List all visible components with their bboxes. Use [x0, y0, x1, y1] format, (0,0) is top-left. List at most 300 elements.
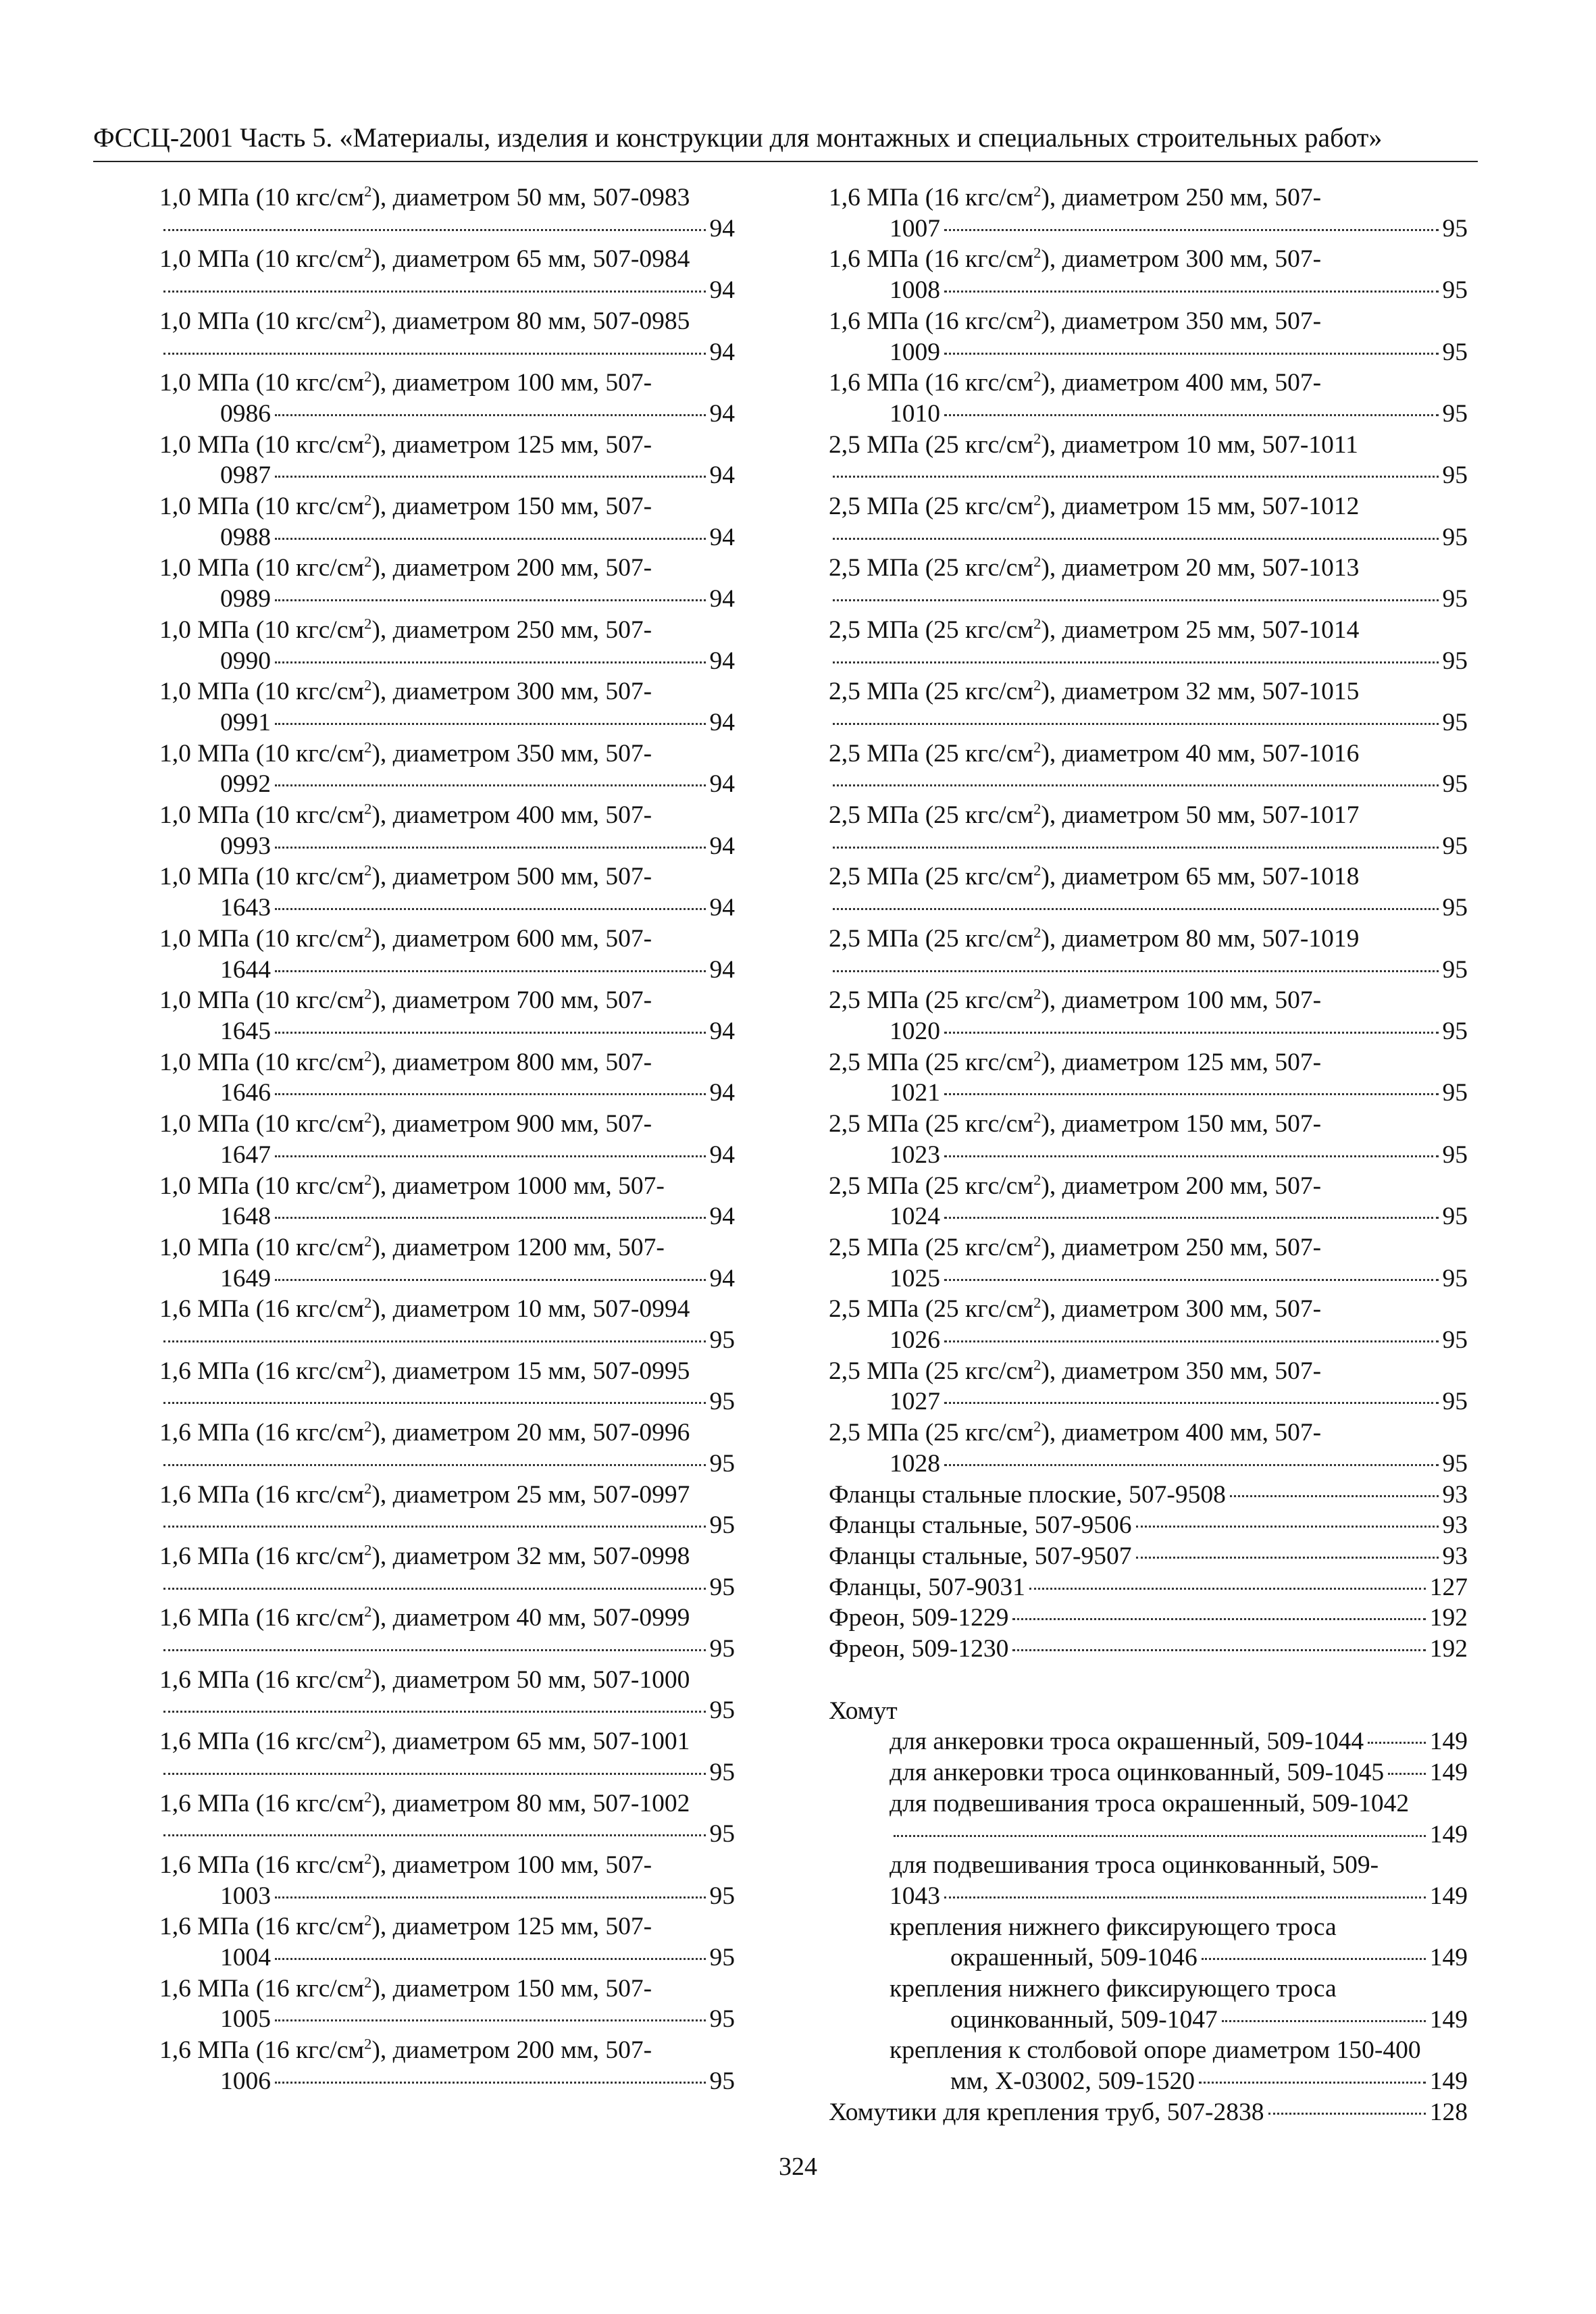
entry-text-post: ), диаметром 1200 мм, 507-	[371, 1233, 665, 1261]
entry-first-line	[159, 430, 735, 461]
entry-text: 1648	[220, 1203, 271, 1231]
superscript: 2	[364, 368, 372, 385]
entry-page: 93	[1442, 1542, 1468, 1570]
index-entry	[829, 306, 1468, 368]
entry-first-line	[159, 1541, 735, 1572]
entry-page: 95	[1442, 1140, 1468, 1169]
leader-dots	[1268, 2113, 1426, 2115]
entry-text-pre: 2,5 МПа (25 кгс/см	[829, 1048, 1034, 1076]
entry-text-post: ), диаметром 65 мм, 507-0984	[371, 245, 690, 274]
entry-text-post: ), диаметром 400 мм, 507-	[1041, 369, 1322, 397]
entry-first-line	[159, 1294, 735, 1325]
entry-page: 94	[709, 276, 735, 305]
entry-text-pre: 1,6 МПа (16 кгс/см	[159, 2036, 365, 2065]
entry-first-line	[159, 985, 735, 1016]
entry-page: 95	[1442, 1326, 1468, 1355]
leader-dots	[275, 847, 706, 849]
entry-first-line	[159, 182, 735, 213]
superscript: 2	[1033, 615, 1041, 632]
entry-line	[159, 1140, 735, 1171]
entry-page: 94	[709, 523, 735, 551]
entry-text-pre: 1,6 МПа (16 кгс/см	[159, 1480, 365, 1509]
leader-dots	[1012, 1649, 1425, 1651]
entry-text-post: ), диаметром 125 мм, 507-	[1041, 1048, 1322, 1076]
entry-text-post: ), диаметром 700 мм, 507-	[371, 986, 652, 1015]
superscript: 2	[364, 1232, 372, 1250]
entry-line	[890, 2005, 1468, 2036]
entry-line	[829, 1325, 1468, 1356]
leader-dots	[163, 1711, 706, 1713]
leader-dots	[833, 908, 1439, 910]
index-entry	[829, 1171, 1468, 1232]
entry-text-pre: 1,0 МПа (10 кгс/см	[159, 615, 365, 644]
entry-first-line: для подвешивания троса окрашенный, 509-1042	[890, 1789, 1410, 1817]
entry-text-post: ), диаметром 25 мм, 507-1014	[1041, 615, 1360, 644]
entry-text-post: ), диаметром 15 мм, 507-0995	[371, 1357, 690, 1385]
index-entry	[159, 1850, 735, 1911]
entry-text-post: ), диаметром 100 мм, 507-	[371, 369, 652, 397]
entry-text: Фреон, 509-1229	[829, 1604, 1009, 1632]
index-entry	[159, 1232, 735, 1294]
entry-page: 94	[709, 585, 735, 613]
superscript: 2	[1033, 1047, 1041, 1065]
entry-text-pre: 1,0 МПа (10 кгс/см	[159, 554, 365, 582]
entry-text-post: ), диаметром 32 мм, 507-0998	[371, 1542, 690, 1570]
entry-first-line	[159, 615, 735, 646]
entry-line	[829, 1263, 1468, 1294]
index-entry	[159, 1480, 735, 1541]
leader-dots	[1202, 1958, 1426, 1960]
entry-page: 149	[1429, 1944, 1468, 1972]
right-pressure-entries	[829, 182, 1468, 1480]
leader-dots	[944, 1402, 1439, 1404]
entry-text: 1645	[220, 1017, 271, 1045]
entry-text-pre: 2,5 МПа (25 кгс/см	[829, 1357, 1034, 1385]
entry-page: 94	[709, 832, 735, 860]
entry-text-pre: 1,0 МПа (10 кгс/см	[159, 184, 365, 211]
entry-first-line	[829, 615, 1468, 646]
entry-line	[159, 1016, 735, 1047]
superscript: 2	[1033, 1171, 1041, 1188]
index-entry	[159, 1788, 735, 1850]
entry-text-post: ), диаметром 80 мм, 507-1002	[371, 1789, 690, 1817]
entry-page: 94	[709, 399, 735, 428]
leader-dots	[833, 784, 1439, 786]
khomut-item	[829, 1973, 1468, 2035]
index-entry	[159, 1665, 735, 1726]
entry-text: 1003	[220, 1882, 271, 1910]
leader-dots	[1222, 2020, 1426, 2022]
entry-text-pre: 1,0 МПа (10 кгс/см	[159, 369, 365, 397]
leader-dots	[944, 1464, 1439, 1466]
leader-dots	[275, 1217, 706, 1219]
entry-line	[890, 1819, 1468, 1851]
entry-line	[159, 584, 735, 615]
entry-text-pre: 1,0 МПа (10 кгс/см	[159, 801, 365, 830]
index-entry	[829, 182, 1468, 244]
superscript: 2	[364, 1726, 372, 1744]
index-entry	[159, 1047, 735, 1109]
entry-text-pre: 1,6 МПа (16 кгс/см	[829, 245, 1034, 274]
superscript: 2	[364, 985, 372, 1003]
entry-first-line	[159, 553, 735, 584]
entry-line	[829, 646, 1468, 677]
flange-entries	[829, 1480, 1468, 1665]
entry-first-line	[829, 738, 1468, 770]
superscript: 2	[364, 1911, 372, 1929]
entry-line	[829, 1016, 1468, 1047]
entry-page: 95	[709, 1388, 735, 1416]
entry-text-pre: 2,5 МПа (25 кгс/см	[829, 924, 1034, 953]
superscript: 2	[1033, 491, 1041, 509]
entry-page: 94	[709, 955, 735, 984]
entry-line	[829, 1449, 1468, 1480]
leader-dots	[944, 1217, 1439, 1219]
entry-text-pre: 2,5 МПа (25 кгс/см	[829, 678, 1034, 706]
index-entry	[159, 1171, 735, 1232]
entry-line	[829, 1603, 1468, 1634]
entry-line	[829, 955, 1468, 986]
entry-line	[159, 213, 735, 245]
entry-line	[159, 1386, 735, 1417]
entry-page: 95	[1442, 523, 1468, 551]
entry-page: 95	[1442, 647, 1468, 675]
entry-text: 0988	[220, 523, 271, 551]
entry-text: Хомутики для крепления труб, 507-2838	[829, 2098, 1264, 2126]
entry-text-pre: 1,0 МПа (10 кгс/см	[159, 1110, 365, 1138]
khomut-heading: Хомут	[829, 1696, 898, 1725]
leader-dots	[1012, 1618, 1425, 1620]
leader-dots	[1388, 1773, 1426, 1775]
entry-page: 95	[1442, 1264, 1468, 1292]
entry-page: 94	[709, 214, 735, 243]
page-number: 324	[779, 2153, 817, 2181]
entry-line	[159, 275, 735, 306]
entry-text-post: ), диаметром 40 мм, 507-1016	[1041, 739, 1360, 768]
entry-first-line	[159, 368, 735, 399]
entry-text-pre: 2,5 МПа (25 кгс/см	[829, 1110, 1034, 1138]
entry-text: 1005	[220, 2005, 271, 2034]
entry-page: 95	[1442, 832, 1468, 860]
entry-line	[829, 1201, 1468, 1232]
entry-text: Фланцы, 507-9031	[829, 1573, 1025, 1601]
entry-text: 0989	[220, 585, 271, 613]
index-entry	[159, 553, 735, 614]
index-entry	[159, 182, 735, 244]
entry-page: 95	[1442, 585, 1468, 613]
entry-text-pre: 1,6 МПа (16 кгс/см	[829, 369, 1034, 397]
entry-line	[159, 1757, 735, 1788]
entry-text-post: ), диаметром 65 мм, 507-1001	[371, 1728, 690, 1756]
superscript: 2	[364, 1665, 372, 1682]
entry-text-pre: 1,6 МПа (16 кгс/см	[159, 1665, 365, 1694]
entry-text-post: ), диаметром 150 мм, 507-	[371, 1974, 652, 2003]
entry-text-post: ), диаметром 500 мм, 507-	[371, 863, 652, 891]
index-entry	[159, 1726, 735, 1788]
index-entry	[829, 553, 1468, 614]
entry-text: 1027	[890, 1388, 940, 1416]
index-entry	[829, 924, 1468, 985]
entry-page: 95	[709, 1449, 735, 1478]
entry-first-line	[159, 306, 735, 337]
entry-text-pre: 2,5 МПа (25 кгс/см	[829, 493, 1034, 521]
leader-dots	[944, 1279, 1439, 1281]
superscript: 2	[364, 861, 372, 879]
superscript: 2	[1033, 553, 1041, 570]
entry-page: 94	[709, 1264, 735, 1292]
entry-text-post: ), диаметром 40 мм, 507-0999	[371, 1604, 690, 1632]
leader-dots	[163, 1649, 706, 1651]
entry-page: 95	[709, 1944, 735, 1972]
entry-page: 95	[1442, 955, 1468, 984]
leader-dots	[275, 661, 706, 663]
entry-text-post: ), диаметром 32 мм, 507-1015	[1041, 678, 1360, 706]
entry-line	[829, 1480, 1468, 1511]
entry-text-pre: 1,6 МПа (16 кгс/см	[159, 1913, 365, 1941]
leader-dots	[163, 229, 706, 231]
index-column-left	[159, 182, 735, 2097]
khomut-item	[829, 2035, 1468, 2096]
leader-dots	[163, 1526, 706, 1528]
entry-line	[829, 399, 1468, 430]
entry-text: 1007	[890, 214, 940, 243]
leader-dots	[275, 538, 706, 540]
leader-dots	[275, 599, 706, 601]
entry-page: 95	[709, 1326, 735, 1355]
entry-line	[829, 831, 1468, 862]
superscript: 2	[364, 1171, 372, 1188]
entry-line	[890, 1942, 1468, 1973]
khomutiki-entry	[829, 2097, 1468, 2128]
entry-text-post: ), диаметром 900 мм, 507-	[371, 1110, 652, 1138]
entry-text-pre: 2,5 МПа (25 кгс/см	[829, 801, 1034, 830]
entry-text-pre: 2,5 МПа (25 кгс/см	[829, 863, 1034, 891]
index-entry	[829, 1109, 1468, 1170]
entry-page: 93	[1442, 1511, 1468, 1540]
entry-page: 149	[1429, 2067, 1468, 2096]
entry-page: 149	[1429, 1882, 1468, 1910]
entry-text: 1644	[220, 955, 271, 984]
entry-text: 1646	[220, 1079, 271, 1107]
leader-dots	[275, 1032, 706, 1034]
entry-text: Фланцы стальные, 507-9506	[829, 1511, 1132, 1540]
leader-dots	[275, 414, 706, 416]
superscript: 2	[1033, 1232, 1041, 1250]
index-entry	[829, 1417, 1468, 1479]
entry-text: для анкеровки троса окрашенный, 509-1044	[890, 1728, 1364, 1756]
entry-text-post: ), диаметром 300 мм, 507-	[1041, 245, 1322, 274]
entry-text: 0990	[220, 647, 271, 675]
leader-dots	[275, 908, 706, 910]
entry-text-post: ), диаметром 125 мм, 507-	[371, 430, 652, 459]
index-entry	[829, 368, 1468, 429]
entry-first-line	[159, 1047, 735, 1078]
index-entry	[829, 1294, 1468, 1355]
entry-first-line	[159, 1973, 735, 2005]
index-entry	[829, 1232, 1468, 1294]
entry-page: 93	[1442, 1480, 1468, 1509]
entry-first-line	[159, 1171, 735, 1202]
entry-text: 1010	[890, 399, 940, 428]
entry-text-post: ), диаметром 200 мм, 507-	[371, 554, 652, 582]
entry-first-line	[159, 491, 735, 522]
entry-line	[159, 1695, 735, 1726]
entry-text-pre: 2,5 МПа (25 кгс/см	[829, 739, 1034, 768]
entry-first-line: крепления нижнего фиксирующего троса	[890, 1913, 1337, 1941]
index-entry	[159, 924, 735, 985]
entry-text-post: ), диаметром 100 мм, 507-	[371, 1851, 652, 1879]
superscript: 2	[1033, 244, 1041, 261]
entry-page: 94	[709, 461, 735, 490]
index-entry	[159, 800, 735, 861]
entry-text-pre: 2,5 МПа (25 кгс/см	[829, 554, 1034, 582]
leader-dots	[944, 1032, 1439, 1034]
entry-first-line	[159, 244, 735, 275]
index-entry	[829, 1047, 1468, 1109]
entry-page: 192	[1429, 1635, 1468, 1663]
superscript: 2	[364, 924, 372, 941]
entry-line	[159, 769, 735, 800]
entry-text-pre: 1,0 МПа (10 кгс/см	[159, 1048, 365, 1076]
entry-text-pre: 1,6 МПа (16 кгс/см	[159, 1851, 365, 1879]
entry-line	[829, 1140, 1468, 1171]
leader-dots	[1136, 1557, 1439, 1559]
superscript: 2	[364, 1973, 372, 1991]
index-entry	[159, 1911, 735, 1973]
entry-page: 95	[1442, 214, 1468, 243]
index-entry	[829, 738, 1468, 800]
entry-page: 94	[709, 1140, 735, 1169]
page-header: ФССЦ-2001 Часть 5. «Материалы, изделия и конструкции для монтажных и специальных строительных работ»	[93, 122, 1383, 153]
entry-page: 192	[1429, 1604, 1468, 1632]
leader-dots	[275, 2082, 706, 2084]
entry-first-line	[829, 861, 1468, 892]
entry-first-line	[829, 1417, 1468, 1449]
superscript: 2	[1033, 1356, 1041, 1374]
superscript: 2	[1033, 306, 1041, 324]
entry-text-post: ), диаметром 10 мм, 507-1011	[1041, 430, 1358, 459]
index-entry	[159, 615, 735, 676]
entry-text-pre: 1,0 МПа (10 кгс/см	[159, 924, 365, 953]
entry-first-line	[829, 676, 1468, 707]
superscript: 2	[364, 1480, 372, 1497]
index-entry	[159, 368, 735, 429]
superscript: 2	[1033, 924, 1041, 941]
leader-dots	[944, 1340, 1439, 1342]
entry-text-post: ), диаметром 400 мм, 507-	[371, 801, 652, 830]
superscript: 2	[364, 1356, 372, 1374]
entry-line	[159, 2066, 735, 2097]
entry-text-post: ), диаметром 65 мм, 507-1018	[1041, 863, 1360, 891]
superscript: 2	[1033, 861, 1041, 879]
entry-page: 95	[1442, 1079, 1468, 1107]
leader-dots	[275, 723, 706, 725]
leader-dots	[944, 229, 1439, 231]
entry-text: Фланцы стальные, 507-9507	[829, 1542, 1132, 1570]
entry-text-post: ), диаметром 250 мм, 507-	[1041, 1233, 1322, 1261]
entry-text-pre: 1,0 МПа (10 кгс/см	[159, 307, 365, 335]
entry-text-post: ), диаметром 300 мм, 507-	[1041, 1295, 1322, 1324]
index-entry	[159, 738, 735, 800]
leader-dots	[1029, 1588, 1426, 1590]
entry-text: 1026	[890, 1326, 940, 1355]
entry-text-post: ), диаметром 800 мм, 507-	[371, 1048, 652, 1076]
entry-text-post: ), диаметром 50 мм, 507-0983	[371, 184, 690, 211]
superscript: 2	[1033, 430, 1041, 447]
entry-first-line	[159, 800, 735, 831]
entry-line	[159, 955, 735, 986]
entry-line	[159, 1634, 735, 1665]
leader-dots	[163, 353, 706, 355]
entry-text-post: ), диаметром 10 мм, 507-0994	[371, 1295, 690, 1324]
entry-page: 95	[1442, 1203, 1468, 1231]
superscript: 2	[1033, 738, 1041, 756]
entry-line	[829, 275, 1468, 306]
entry-text: 1020	[890, 1017, 940, 1045]
entry-text-pre: 1,0 МПа (10 кгс/см	[159, 493, 365, 521]
entry-text-pre: 2,5 МПа (25 кгс/см	[829, 1295, 1034, 1324]
entry-line	[159, 1263, 735, 1294]
leader-dots	[163, 1588, 706, 1590]
entry-line	[829, 1510, 1468, 1541]
entry-page: 94	[709, 894, 735, 922]
entry-first-line	[159, 1109, 735, 1140]
entry-text-pre: 1,6 МПа (16 кгс/см	[159, 1728, 365, 1756]
entry-text: 1028	[890, 1449, 940, 1478]
entry-page: 95	[709, 1511, 735, 1540]
index-entry	[159, 676, 735, 738]
khomut-item	[829, 1912, 1468, 1973]
leader-dots	[833, 538, 1439, 540]
entry-text: 1021	[890, 1079, 940, 1107]
leader-dots	[275, 1958, 706, 1960]
section-gap	[829, 1665, 1468, 1696]
entry-text: мм, Х-03002, 509-1520	[950, 2067, 1195, 2096]
entry-page: 95	[1442, 276, 1468, 305]
entry-page: 127	[1429, 1573, 1468, 1601]
entry-line	[829, 584, 1468, 615]
entry-text-pre: 2,5 МПа (25 кгс/см	[829, 986, 1034, 1015]
entry-text-pre: 2,5 МПа (25 кгс/см	[829, 430, 1034, 459]
entry-text-pre: 1,0 МПа (10 кгс/см	[159, 245, 365, 274]
leader-dots	[163, 1402, 706, 1404]
entry-first-line	[829, 985, 1468, 1016]
entry-text: 1023	[890, 1140, 940, 1169]
index-entry	[159, 1109, 735, 1170]
superscript: 2	[364, 800, 372, 818]
superscript: 2	[364, 615, 372, 632]
entry-text: 1024	[890, 1203, 940, 1231]
entry-text-pre: 1,6 МПа (16 кгс/см	[159, 1357, 365, 1385]
superscript: 2	[1033, 1109, 1041, 1126]
entry-page: 94	[709, 770, 735, 799]
entry-line	[890, 1881, 1468, 1912]
leader-dots	[833, 723, 1439, 725]
leader-dots	[163, 1340, 706, 1342]
index-entry	[159, 1541, 735, 1603]
entry-text: 1043	[890, 1882, 940, 1910]
entry-text: окрашенный, 509-1046	[950, 1944, 1198, 1972]
entry-page: 95	[1442, 708, 1468, 736]
superscript: 2	[364, 1541, 372, 1559]
leader-dots	[275, 1279, 706, 1281]
index-entry	[159, 1973, 735, 2035]
superscript: 2	[364, 1850, 372, 1867]
entry-first-line	[829, 800, 1468, 831]
superscript: 2	[1033, 368, 1041, 385]
leader-dots	[833, 847, 1439, 849]
entry-line	[829, 892, 1468, 924]
